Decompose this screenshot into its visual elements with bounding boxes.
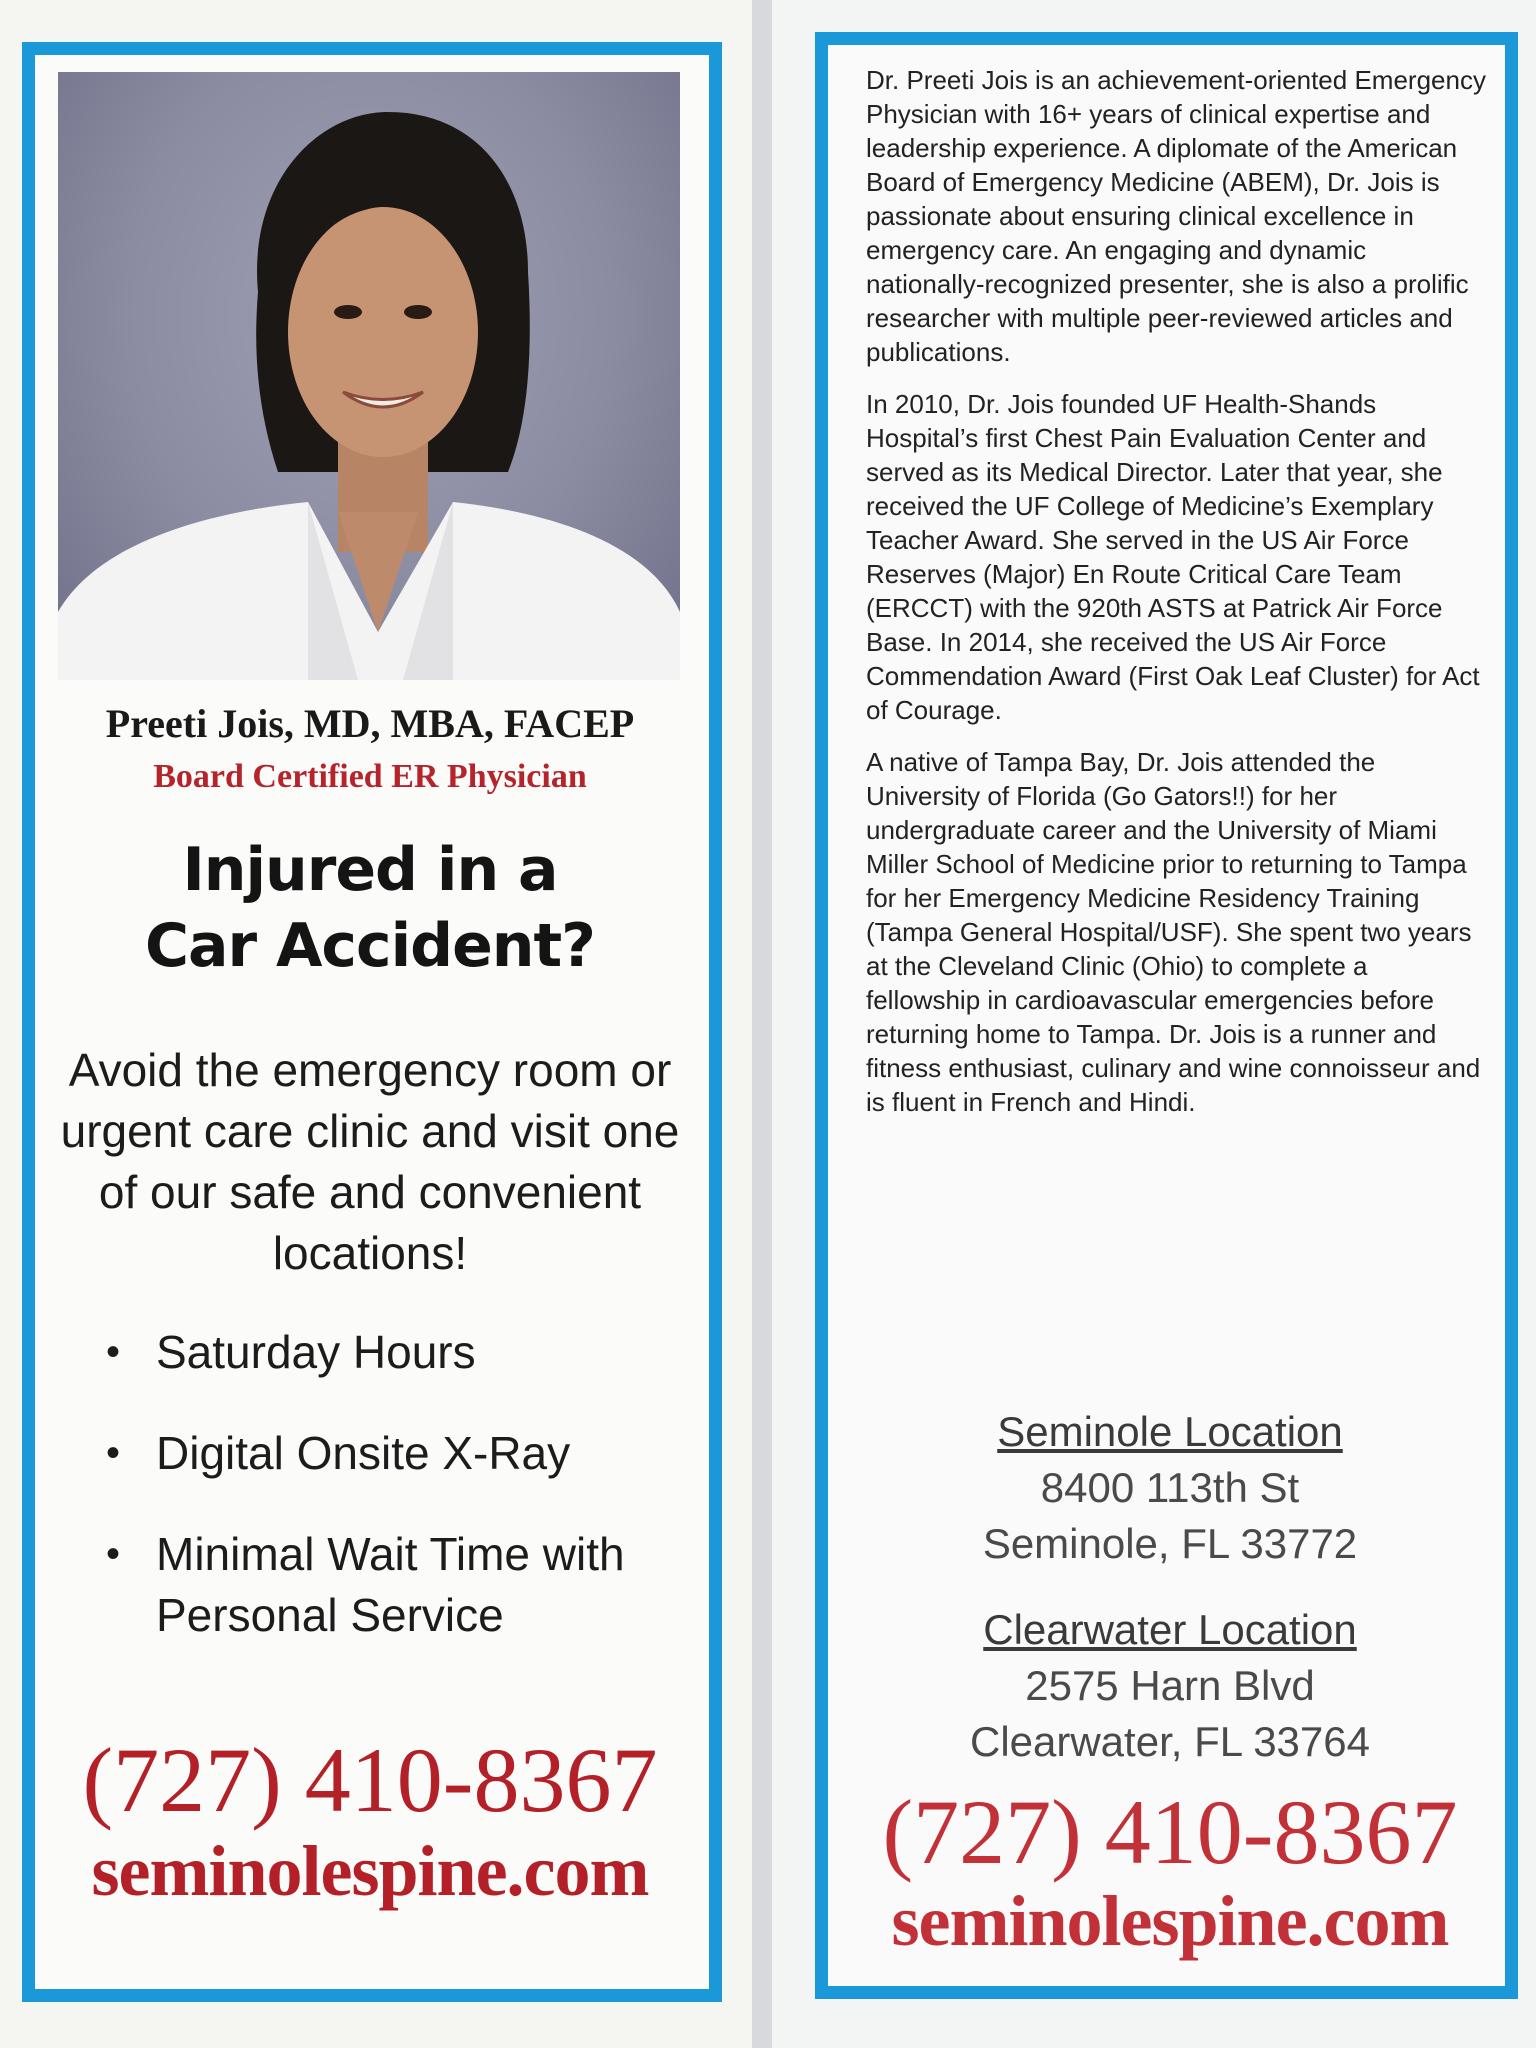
intro-text: Avoid the emergency room or urgent care clinic and visit one of our safe and convenient locations!: [60, 1044, 680, 1279]
location-street: 2575 Harn Blvd: [1025, 1662, 1315, 1709]
location-title: Clearwater Location: [983, 1606, 1357, 1653]
location-city: Clearwater, FL 33764: [969, 1718, 1370, 1765]
seminole-location: [800, 1404, 1536, 1572]
doctor-photo: [58, 72, 680, 680]
doctor-subtitle: Board Certified ER Physician: [153, 758, 587, 795]
location-title: Seminole Location: [997, 1408, 1343, 1455]
website-link-right[interactable]: seminolespine.com: [891, 1881, 1449, 1961]
bio-paragraph: A native of Tampa Bay, Dr. Jois attended the University of Florida (Go Gators!!) for her undergraduate career and the University of Miami Miller School of Medicine prior to returning to Tampa for her Emergency Medicine Residency Training (Tampa General Hospital/USF). She spent two years at the Cleveland Clinic (Ohio) to complete a fellowship in cardioavascular emergencies before returning home to Tampa. Dr. Jois is a runner and fitness enthusiast, culinary and wine connoisseur and is fluent in French and Hindi.: [866, 747, 1481, 1117]
location-street: 8400 113th St: [1040, 1464, 1300, 1511]
phone-number-left[interactable]: (727) 410-8367: [82, 1729, 658, 1831]
feature-item: • Minimal Wait Time with Personal Service: [100, 1524, 700, 1646]
feature-item: • Digital Onsite X-Ray: [100, 1423, 700, 1484]
headline-line-1: Injured in a: [182, 835, 558, 905]
phone-number-right[interactable]: (727) 410-8367: [882, 1781, 1458, 1883]
website-link-left[interactable]: seminolespine.com: [91, 1831, 649, 1911]
feature-list: [100, 1322, 700, 1686]
headline: [30, 832, 710, 984]
location-city: Seminole, FL 33772: [982, 1520, 1358, 1567]
doctor-name: Preeti Jois, MD, MBA, FACEP: [105, 701, 635, 746]
bio-paragraph: Dr. Preeti Jois is an achievement-oriented Emergency Physician with 16+ years of clinical expertise and leadership experience. A diplomate of the American Board of Emergency Medicine (ABEM), Dr. Jois is passionate about ensuring clinical excellence in emergency care. An engaging and dynamic nationally-recognized presenter, she is also a prolific researcher with multiple peer-reviewed articles and publications.: [866, 65, 1486, 367]
headline-line-2: Car Accident?: [145, 911, 595, 981]
clearwater-location: [800, 1602, 1536, 1770]
doctor-bio: [866, 63, 1486, 1137]
bio-paragraph: In 2010, Dr. Jois founded UF Health-Shands Hospital’s first Chest Pain Evaluation Center and served as its Medical Director. Later that year, she received the UF College of Medicine’s Exemplary Teacher Award. She served in the US Air Force Reserves (Major) En Route Critical Care Team (ERCCT) with the 920th ASTS at Patrick Air Force Base. In 2014, she received the US Air Force Commendation Award (First Oak Leaf Cluster) for Act of Courage.: [866, 389, 1480, 725]
feature-item: • Saturday Hours: [100, 1322, 700, 1383]
